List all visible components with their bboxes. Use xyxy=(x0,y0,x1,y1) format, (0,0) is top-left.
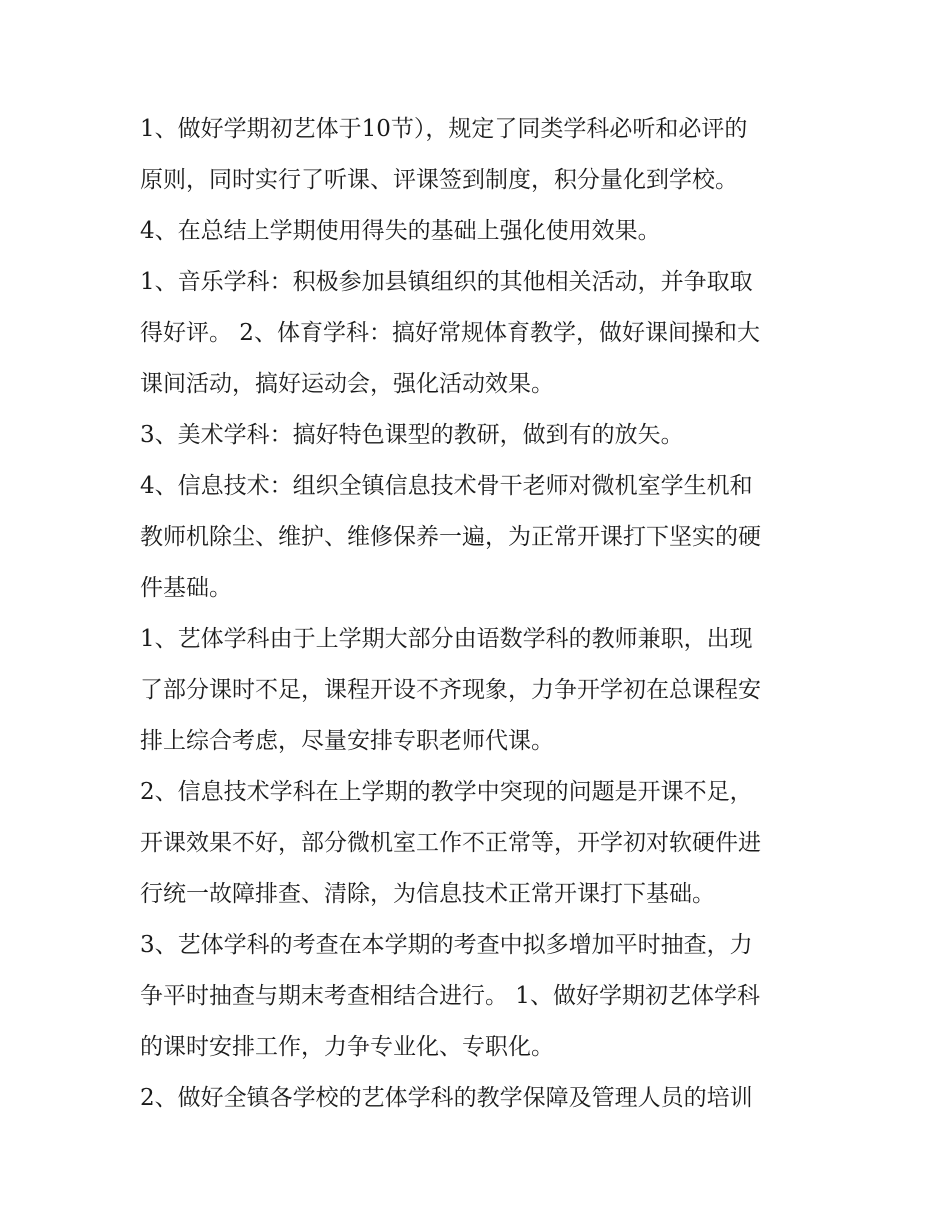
text-line-17: 3、艺体学科的考查在本学期的考查中拟多增加平时抽查，力 xyxy=(140,932,753,958)
text-line-7: 3、美术学科：搞好特色课型的教研，做到有的放矢。 xyxy=(140,422,684,448)
text-line-19: 的课时安排工作，力争专业化、专职化。 xyxy=(140,1034,554,1060)
text-line-4: 1、音乐学科：积极参加县镇组织的其他相关活动，并争取取 xyxy=(140,269,753,295)
text-line-14: 2、信息技术学科在上学期的教学中突现的问题是开课不足， xyxy=(140,779,753,805)
document-body xyxy=(140,104,830,1124)
text-line-15: 开课效果不好，部分微机室工作不正常等，开学初对软硬件进 xyxy=(140,830,761,856)
text-line-8: 4、信息技术：组织全镇信息技术骨干老师对微机室学生机和 xyxy=(140,473,753,499)
text-line-11: 1、艺体学科由于上学期大部分由语数学科的教师兼职，出现 xyxy=(140,626,753,652)
text-line-12: 了部分课时不足，课程开设不齐现象，力争开学初在总课程安 xyxy=(140,677,761,703)
text-line-9: 教师机除尘、维护、维修保养一遍，为正常开课打下坚实的硬 xyxy=(140,524,761,550)
text-line-13: 排上综合考虑，尽量安排专职老师代课。 xyxy=(140,728,554,754)
text-line-16: 行统一故障排查、清除，为信息技术正常开课打下基础。 xyxy=(140,881,715,907)
text-line-20: 2、做好全镇各学校的艺体学科的教学保障及管理人员的培训 xyxy=(140,1085,753,1111)
text-line-1: 1、做好学期初艺体于10节），规定了同类学科必听和必评的 xyxy=(140,116,748,142)
text-line-2: 原则，同时实行了听课、评课签到制度，积分量化到学校。 xyxy=(140,167,738,193)
text-line-6: 课间活动，搞好运动会，强化活动效果。 xyxy=(140,371,554,397)
text-line-10: 件基础。 xyxy=(140,575,232,601)
text-line-5: 得好评。 2、体育学科：搞好常规体育教学，做好课间操和大 xyxy=(140,320,760,346)
text-line-18: 争平时抽查与期末考查相结合进行。 1、做好学期初艺体学科 xyxy=(140,983,760,1009)
text-line-3: 4、在总结上学期使用得失的基础上强化使用效果。 xyxy=(140,218,661,244)
